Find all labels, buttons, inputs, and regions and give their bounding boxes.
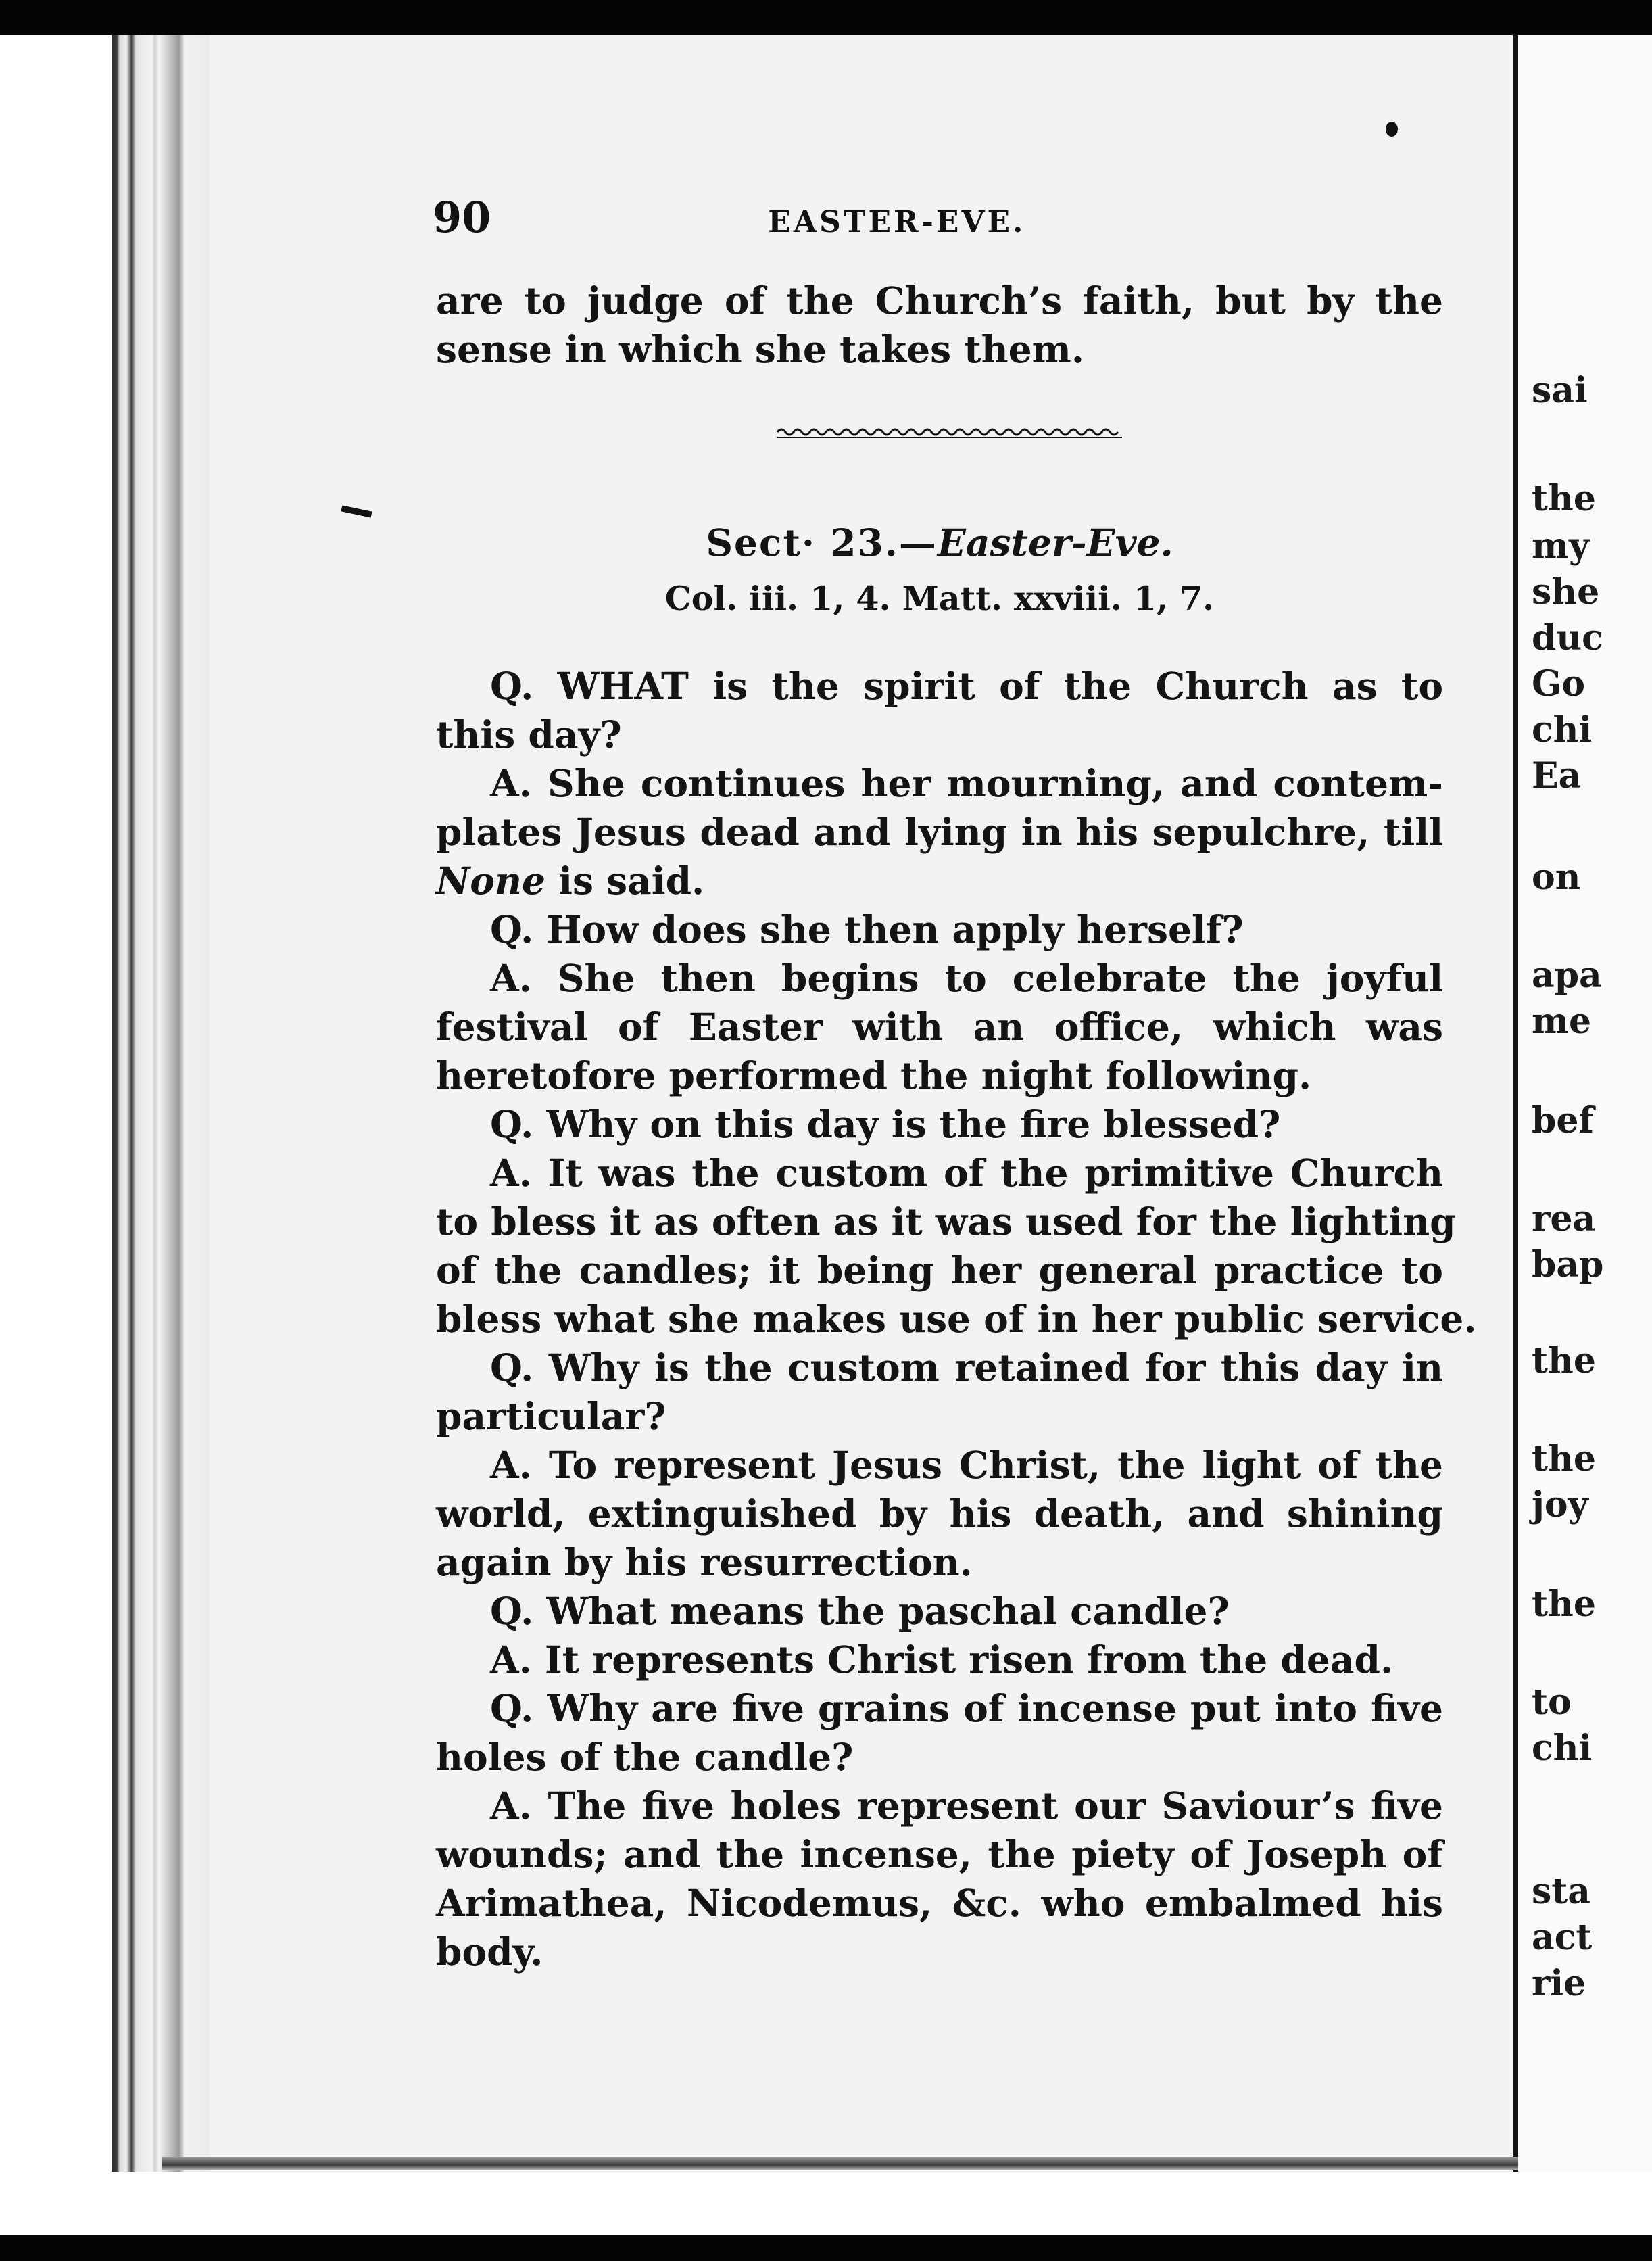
scan-top-border — [0, 0, 1652, 35]
facing-fragment: on — [1532, 857, 1581, 898]
facing-fragment: the — [1532, 1584, 1596, 1625]
body-line: of the candles; it being her general practice to — [436, 1248, 1443, 1292]
facing-fragment: apa — [1532, 955, 1602, 996]
body-line: heretofore performed the night following. — [436, 1053, 1312, 1097]
italic-word: None — [436, 859, 545, 903]
body-line: wounds; and the incense, the piety of Joseph of — [436, 1832, 1443, 1876]
body-line: bless what she makes use of in her public service. — [436, 1297, 1477, 1341]
facing-fragment: rea — [1532, 1198, 1596, 1239]
body-line: A. It was the custom of the primitive Church — [490, 1151, 1443, 1195]
body-line: particular? — [436, 1394, 666, 1438]
body-line: again by his resurrection. — [436, 1540, 973, 1584]
body-line: world, extinguished by his death, and shining — [436, 1492, 1443, 1536]
body-line: A. She then begins to celebrate the joyful — [490, 956, 1443, 1000]
facing-fragment: she — [1532, 571, 1600, 613]
section-label: Sect· 23.— — [706, 521, 938, 565]
scripture-citation: Col. iii. 1, 4. Matt. xxviii. 1, 7. — [664, 579, 1215, 618]
facing-fragment: Go — [1532, 663, 1586, 705]
body-line: this day? — [436, 713, 622, 757]
body-line: festival of Easter with an office, which was — [436, 1005, 1443, 1049]
body-line: sense in which she takes them. — [436, 327, 1085, 371]
facing-fragment: Ea — [1532, 755, 1582, 796]
facing-fragment: my — [1532, 525, 1590, 567]
body-line: A. It represents Christ risen from the dead. — [490, 1638, 1394, 1682]
body-line: holes of the candle? — [436, 1735, 854, 1779]
facing-fragment: the — [1532, 1340, 1596, 1381]
section-heading — [436, 519, 1443, 567]
body-line: body. — [436, 1930, 543, 1974]
body-line: to bless it as often as it was used for the lighting — [436, 1199, 1456, 1243]
running-title: EASTER-EVE. — [768, 205, 1026, 239]
body-line: Q. WHAT is the spirit of the Church as to — [490, 664, 1443, 708]
running-head — [433, 193, 1311, 242]
body-text: is said. — [545, 859, 705, 903]
page-number: 90 — [433, 193, 491, 242]
page-bottom-edge — [162, 2157, 1521, 2170]
facing-fragment: rie — [1532, 1963, 1586, 2004]
facing-fragment: to — [1532, 1682, 1572, 1723]
body-line: are to judge of the Church’s faith, but by the — [436, 279, 1443, 323]
facing-fragment: bef — [1532, 1100, 1594, 1141]
facing-fragment: joy — [1532, 1484, 1588, 1525]
body-line: A. To represent Jesus Christ, the light of the — [490, 1443, 1443, 1487]
body-line: Q. Why is the custom retained for this day in — [490, 1346, 1443, 1389]
facing-fragment: chi — [1532, 1728, 1593, 1769]
body-line: Q. What means the paschal candle? — [490, 1589, 1230, 1633]
ink-speck — [1386, 122, 1398, 137]
facing-fragment: sta — [1532, 1871, 1590, 1912]
facing-fragment: me — [1532, 1001, 1592, 1042]
facing-fragment: chi — [1532, 709, 1593, 751]
section-title: Easter-Eve. — [937, 521, 1173, 565]
facing-fragment: act — [1532, 1917, 1593, 1958]
wavy-rule-ornament — [774, 423, 1125, 443]
body-line — [436, 857, 1443, 905]
body-line: A. She continues her mourning, and contem- — [490, 761, 1443, 805]
body-line: plates Jesus dead and lying in his sepulchre, till — [436, 810, 1443, 854]
scan-bottom-border — [0, 2235, 1652, 2261]
body-line: A. The five holes represent our Saviour’s five — [490, 1784, 1443, 1828]
facing-page — [1518, 35, 1652, 2172]
facing-fragment: the — [1532, 1438, 1596, 1479]
facing-fragment: the — [1532, 478, 1596, 519]
facing-fragment: bap — [1532, 1244, 1604, 1285]
facing-fragment: sai — [1532, 370, 1588, 411]
body-line: Q. How does she then apply herself? — [490, 907, 1244, 951]
book-spine-edge — [112, 35, 213, 2172]
facing-fragment: duc — [1532, 617, 1603, 659]
body-line: Q. Why are five grains of incense put into five — [490, 1686, 1443, 1730]
body-line: Arimathea, Nicodemus, &c. who embalmed his — [436, 1881, 1443, 1925]
body-line: Q. Why on this day is the fire blessed? — [490, 1102, 1281, 1146]
